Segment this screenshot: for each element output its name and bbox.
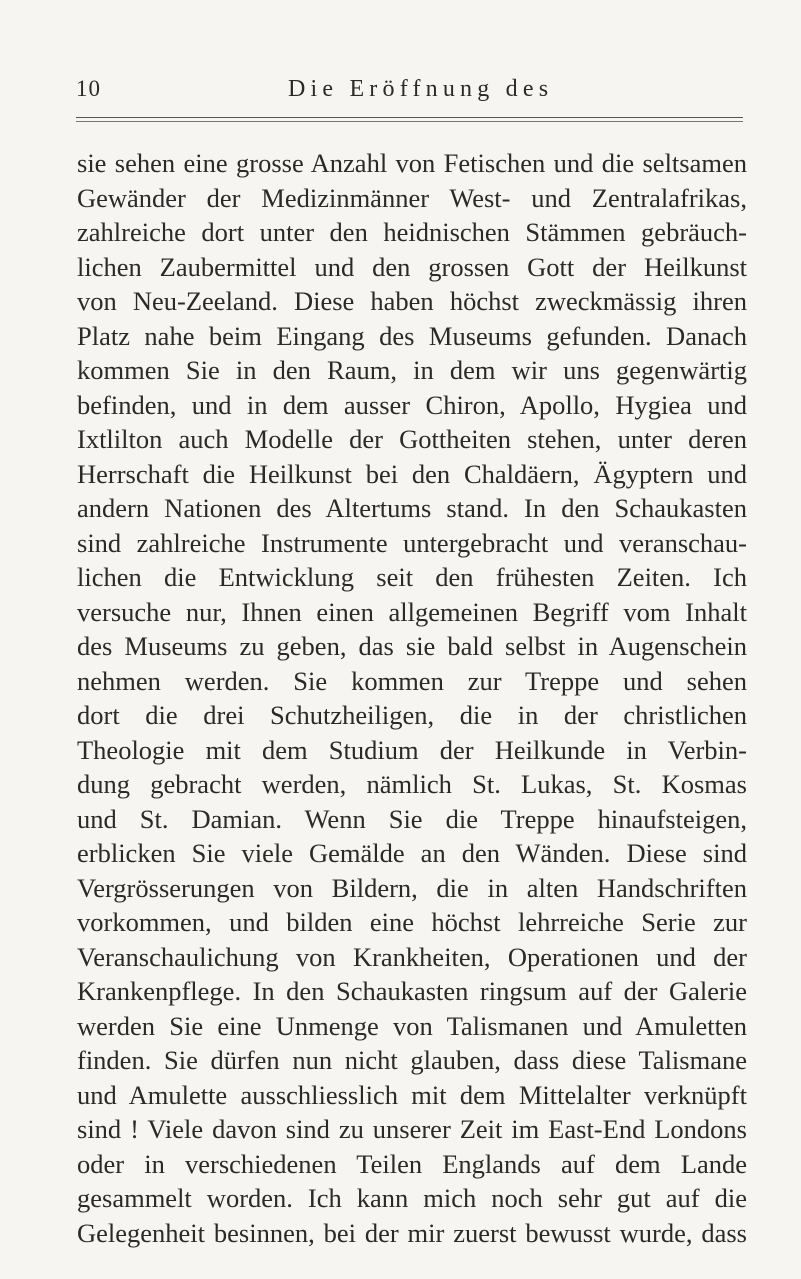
header-rule-secondary: [76, 121, 743, 122]
text-line: kommen Sie in den Raum, in dem wir uns gegenwärtig: [77, 355, 747, 385]
running-title: Die Eröffnung des: [288, 76, 554, 102]
page-number: 10: [76, 76, 101, 101]
body-text: [77, 146, 747, 1250]
text-line: vorkommen, und bilden eine höchst lehrreiche Serie zur: [77, 907, 747, 937]
text-line: befinden, und in dem ausser Chiron, Apollo, Hygiea und: [77, 389, 747, 420]
text-line: nehmen werden. Sie kommen zur Treppe und sehen: [77, 665, 747, 696]
text-line: Herrschaft die Heilkunst bei den Chaldäern, Ägyptern und: [77, 458, 747, 489]
text-line: von Neu-Zeeland. Diese haben höchst zweckmässig ihren: [77, 286, 747, 316]
header-rule: [76, 117, 743, 118]
text-line: sie sehen eine grosse Anzahl von Fetischen und die seltsamen: [77, 148, 747, 178]
text-line: versuche nur, Ihnen einen allgemeinen Begriff vom Inhalt: [77, 596, 747, 627]
text-line: Gelegenheit besinnen, bei der mir zuerst bewusst wurde, dass: [77, 1217, 747, 1248]
text-line: Veranschaulichung von Krankheiten, Operationen und der: [77, 941, 747, 972]
text-line: gesammelt worden. Ich kann mich noch sehr gut auf die: [77, 1183, 747, 1213]
text-line: Ixtlilton auch Modelle der Gottheiten stehen, unter deren: [77, 424, 747, 454]
text-line: finden. Sie dürfen nun nicht glauben, dass diese Talismane: [77, 1045, 747, 1075]
text-line: Krankenpflege. In den Schaukasten ringsum auf der Galerie: [77, 976, 747, 1006]
text-line: des Museums zu geben, das sie bald selbst in Augenschein: [77, 631, 747, 661]
running-head: [76, 76, 743, 110]
text-line: dung gebracht werden, nämlich St. Lukas, St. Kosmas: [77, 769, 747, 799]
text-line: Theologie mit dem Studium der Heilkunde in Verbin-: [77, 734, 747, 765]
text-line: Vergrösserungen von Bildern, die in alten Handschriften: [77, 872, 747, 903]
text-line: werden Sie eine Unmenge von Talismanen und Amuletten: [77, 1010, 747, 1041]
text-line: andern Nationen des Altertums stand. In den Schaukasten: [77, 493, 747, 523]
text-line: Gewänder der Medizinmänner West- und Zentralafrikas,: [77, 182, 747, 213]
text-line: Platz nahe beim Eingang des Museums gefunden. Danach: [77, 320, 747, 351]
text-line: und Amulette ausschliesslich mit dem Mittelalter verknüpft: [77, 1079, 747, 1110]
text-line: erblicken Sie viele Gemälde an den Wänden. Diese sind: [77, 838, 747, 868]
text-line: sind ! Viele davon sind zu unserer Zeit im East-End Londons: [77, 1114, 747, 1144]
text-line: lichen Zaubermittel und den grossen Gott der Heilkunst: [77, 251, 747, 282]
text-line: dort die drei Schutzheiligen, die in der christlichen: [77, 700, 747, 730]
text-line: sind zahlreiche Instrumente untergebracht und veranschau-: [77, 527, 747, 558]
text-line: und St. Damian. Wenn Sie die Treppe hinaufsteigen,: [77, 803, 747, 834]
text-line: oder in verschiedenen Teilen Englands auf dem Lande: [77, 1148, 747, 1179]
text-line: zahlreiche dort unter den heidnischen Stämmen gebräuch-: [77, 217, 747, 247]
text-line: lichen die Entwicklung seit den frühesten Zeiten. Ich: [77, 562, 747, 592]
